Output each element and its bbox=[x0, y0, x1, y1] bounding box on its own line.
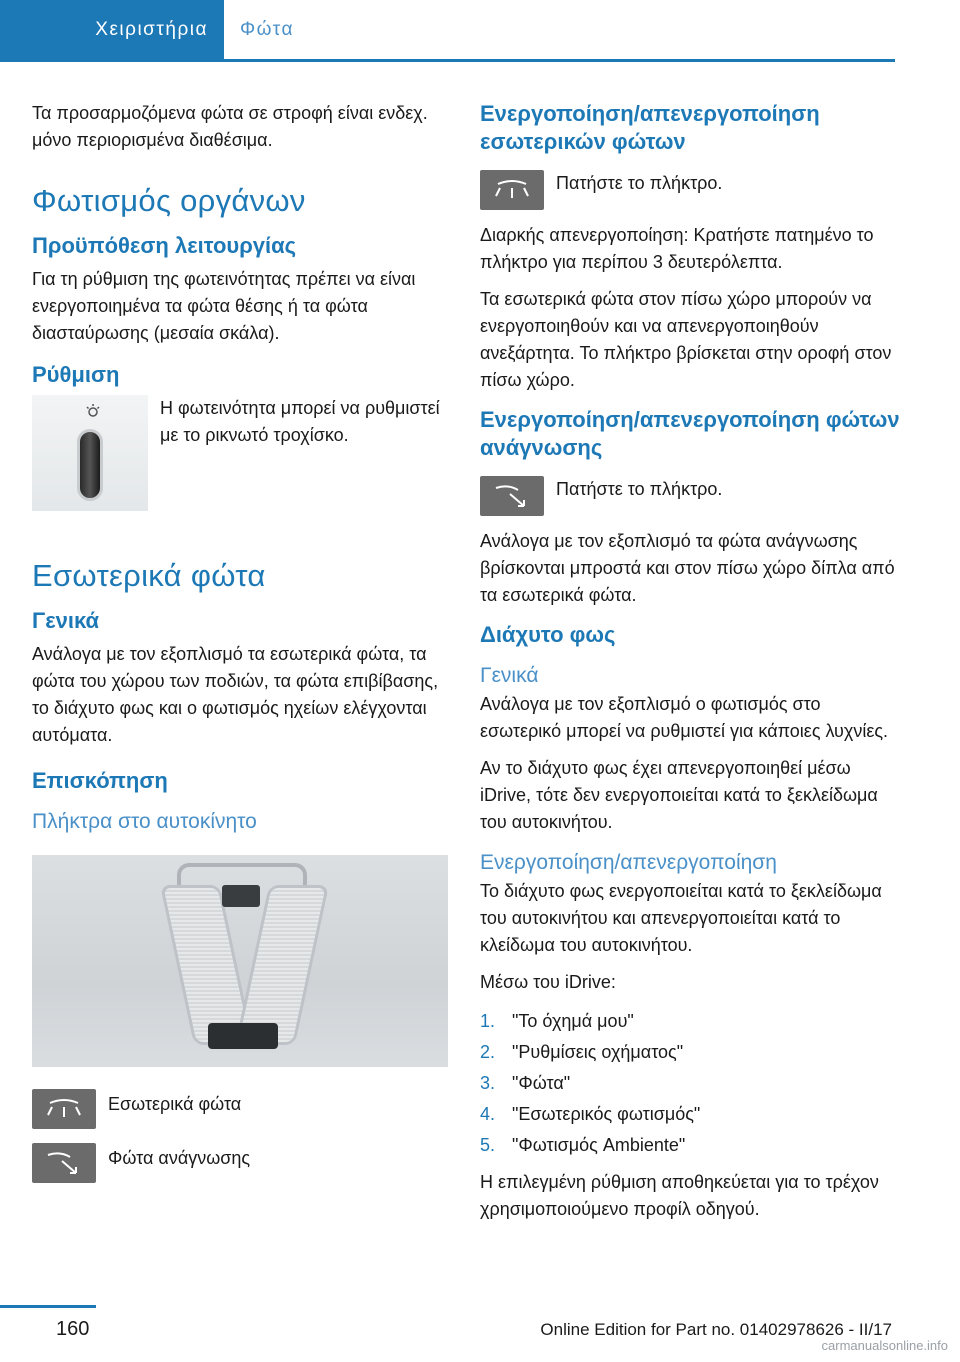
ambient-text-2: Αν το διάχυτο φως έχει απενεργοποιηθεί μέσω iDrive, τότε δεν ενεργοποιείται κατά το ξεκλείδωμα του αυτοκινήτου. bbox=[480, 758, 878, 832]
heading-interior-lights: Εσωτερικά φώτα bbox=[32, 558, 266, 593]
step-text: "Ρυθμίσεις οχήματος" bbox=[512, 1042, 684, 1062]
thumbwheel[interactable] bbox=[77, 429, 103, 501]
roof-console-image bbox=[32, 855, 448, 1067]
console-top-button bbox=[222, 885, 260, 907]
step-text: "Φωτισμός Ambiente" bbox=[512, 1135, 686, 1155]
brightness-icon bbox=[84, 403, 102, 421]
thumbwheel-image bbox=[32, 395, 148, 511]
reading-text: Ανάλογα με τον εξοπλισμό τα φώτα ανάγνωσης βρίσκονται μπροστά και στον πίσω χώρο δίπλα από τα εσωτερικά φώτα. bbox=[480, 531, 895, 605]
step-number: 5. bbox=[480, 1135, 496, 1155]
heading-precondition: Προϋπόθεση λειτουργίας bbox=[32, 233, 297, 258]
right-column bbox=[480, 100, 900, 1233]
reading-light-button-icon bbox=[32, 1143, 96, 1183]
heading-general-ambient: Γενικά bbox=[480, 664, 539, 687]
adjust-text: Η φωτεινότητα μπορεί να ρυθμιστεί με το ρικνωτό τροχίσκο. bbox=[160, 398, 440, 445]
step-number: 4. bbox=[480, 1104, 496, 1124]
step-text: "Εσωτερικός φωτισμός" bbox=[512, 1104, 701, 1124]
list-item bbox=[480, 1099, 900, 1130]
heading-adjust: Ρύθμιση bbox=[32, 362, 120, 387]
step-number: 2. bbox=[480, 1042, 496, 1062]
heading-buttons-in-car: Πλήκτρα στο αυτοκίνητο bbox=[32, 810, 257, 833]
legend-interior-row bbox=[32, 1089, 452, 1129]
step-text: "Φώτα" bbox=[512, 1073, 571, 1093]
general-text: Ανάλογα με τον εξοπλισμό τα εσωτερικά φώτα, τα φώτα του χώρου των ποδιών, τα φώτα επιβίβασης, το διάχυτο φως και ο φωτισμός ηχείων ελέγχονται αυτόματα. bbox=[32, 644, 439, 745]
precondition-text: Για τη ρύθμιση της φωτεινότητας πρέπει να είναι ενεργοποιημένα τα φώτα θέσης ή τα φώτα διασταύρωσης (μεσαία σκάλα). bbox=[32, 269, 416, 343]
heading-instrument-lighting: Φωτισμός οργάνων bbox=[32, 183, 306, 218]
permanent-off-text: Διαρκής απενεργοποίηση: Κρατήστε πατημένο το πλήκτρο για περίπου 3 δευτερόλεπτα. bbox=[480, 225, 874, 272]
on-off-text: Το διάχυτο φως ενεργοποιείται κατά το ξεκλείδωμα του αυτοκινήτου και απενεργοποιείται κατά το κλείδωμα του αυτοκινήτου. bbox=[480, 881, 882, 955]
footer-rule bbox=[0, 1305, 96, 1308]
heading-on-off-ambient: Ενεργοποίηση/απενεργοποίηση bbox=[480, 851, 777, 874]
heading-ambient-light: Διάχυτο φως bbox=[480, 622, 616, 647]
intro-text: Τα προσαρμοζόμενα φώτα σε στροφή είναι ενδεχ. μόνο περιορισμένα διαθέσιμα. bbox=[32, 103, 428, 150]
step-number: 3. bbox=[480, 1073, 496, 1093]
press-button-row-2 bbox=[480, 476, 900, 516]
legend-reading-row bbox=[32, 1143, 452, 1183]
left-column bbox=[32, 100, 452, 1197]
console-bottom-buttons bbox=[208, 1023, 278, 1049]
interior-light-button-icon bbox=[32, 1089, 96, 1129]
list-item bbox=[480, 1130, 900, 1161]
list-item bbox=[480, 1006, 900, 1037]
legend-interior-label: Εσωτερικά φώτα bbox=[108, 1093, 242, 1114]
via-idrive-text: Μέσω του iDrive: bbox=[480, 972, 616, 992]
interior-light-button-icon bbox=[480, 170, 544, 210]
edition-text: Online Edition for Part no. 01402978626 - II/17 bbox=[540, 1320, 892, 1339]
watermark-text[interactable]: carmanualsonline.info bbox=[821, 1338, 948, 1353]
press-button-text-1: Πατήστε το πλήκτρο. bbox=[556, 173, 723, 193]
step-text: "Το όχημά μου" bbox=[512, 1011, 634, 1031]
adjust-row bbox=[32, 395, 452, 511]
heading-general-interior: Γενικά bbox=[32, 608, 100, 633]
list-item bbox=[480, 1037, 900, 1068]
header-section-tab[interactable]: Χειριστήρια bbox=[0, 0, 224, 59]
rear-text: Τα εσωτερικά φώτα στον πίσω χώρο μπορούν να ενεργοποιηθούν και να απενεργοποιηθούν ανεξάρτητα. Το πλήκτρο βρίσκεται στην οροφή στον πίσω χώρο. bbox=[480, 289, 892, 390]
idrive-steps bbox=[480, 1006, 900, 1161]
page-header bbox=[0, 0, 895, 62]
ambient-text-1: Ανάλογα με τον εξοπλισμό ο φωτισμός στο εσωτερικό μπορεί να ρυθμιστεί για κάποιες λυχνίες. bbox=[480, 694, 889, 741]
heading-on-off-interior: Ενεργοποίηση/απενεργοποίηση εσωτερικών φώτων bbox=[480, 101, 820, 154]
list-item bbox=[480, 1068, 900, 1099]
header-chapter-tab[interactable]: Φώτα bbox=[240, 18, 294, 40]
heading-overview: Επισκόπηση bbox=[32, 768, 168, 793]
heading-on-off-reading: Ενεργοποίηση/απενεργοποίηση φώτων ανάγνωσης bbox=[480, 407, 900, 460]
stored-text: Η επιλεγμένη ρύθμιση αποθηκεύεται για το τρέχον χρησιμοποιούμενο προφίλ οδηγού. bbox=[480, 1172, 879, 1219]
press-button-text-2: Πατήστε το πλήκτρο. bbox=[556, 479, 723, 499]
step-number: 1. bbox=[480, 1011, 496, 1031]
reading-light-button-icon bbox=[480, 476, 544, 516]
page-number: 160 bbox=[56, 1318, 90, 1340]
press-button-row-1 bbox=[480, 170, 900, 210]
legend-reading-label: Φώτα ανάγνωσης bbox=[108, 1147, 251, 1168]
